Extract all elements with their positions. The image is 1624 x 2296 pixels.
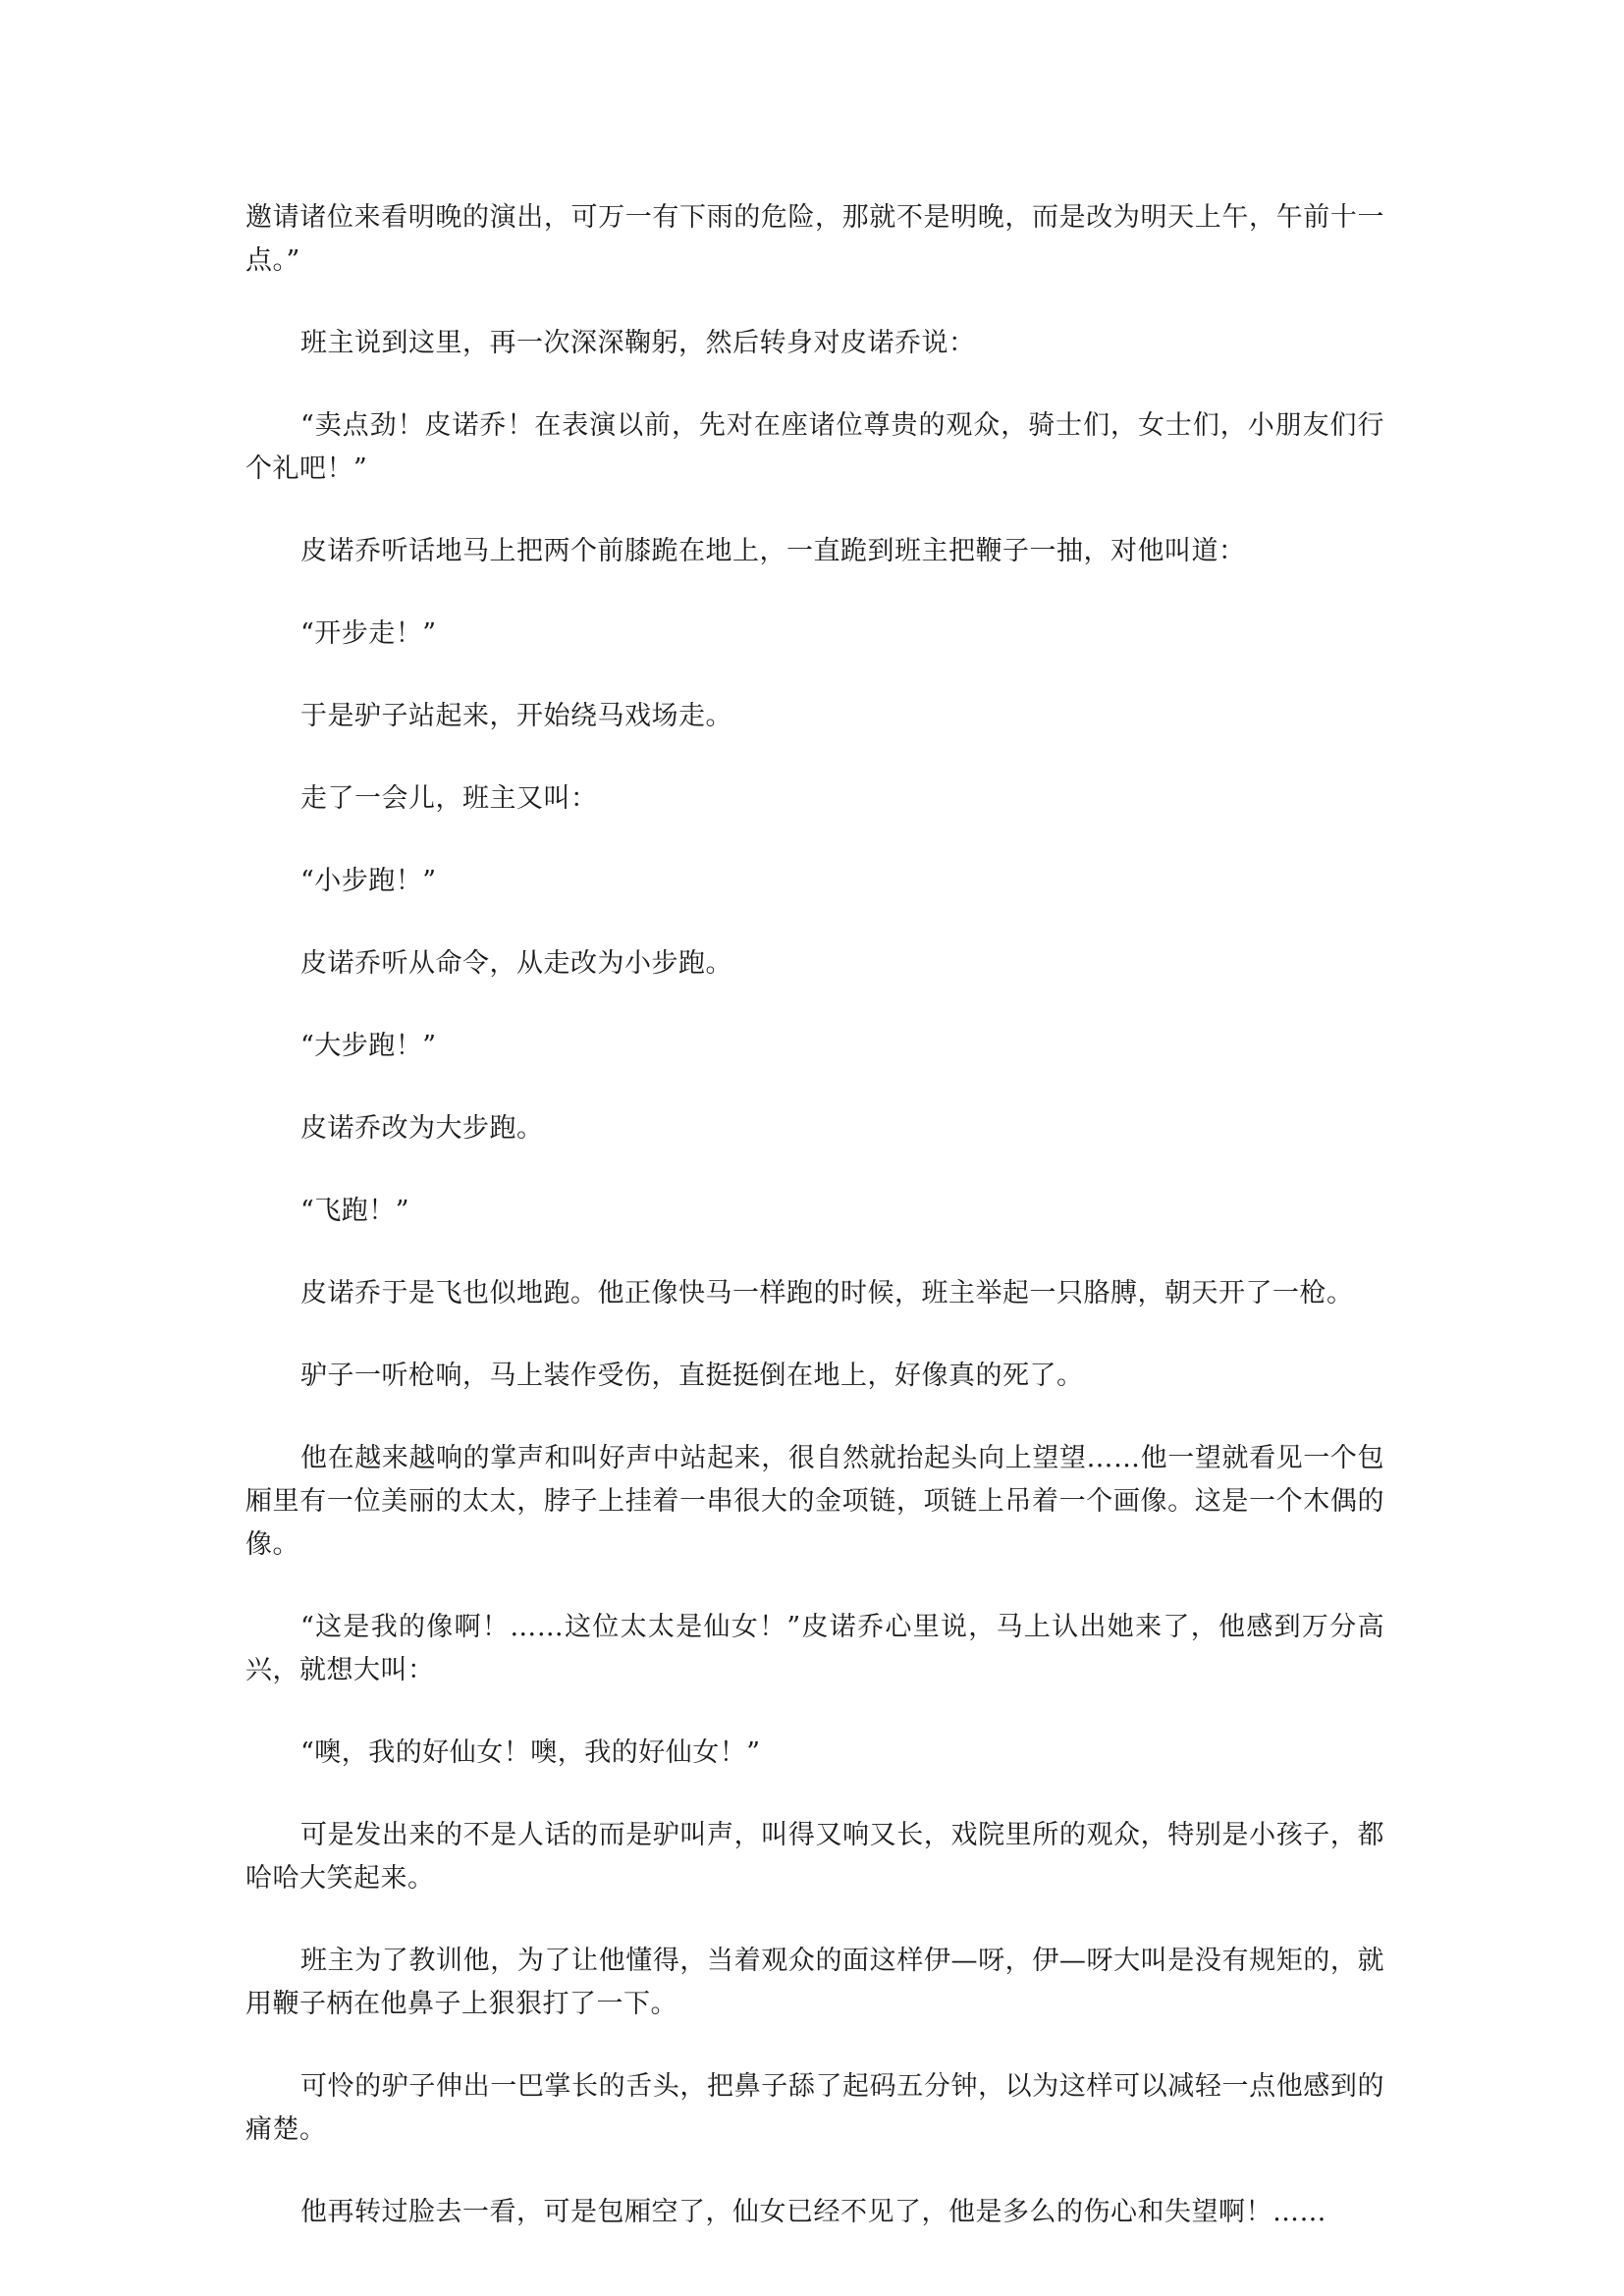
paragraph-12: “飞跑！” (300, 1196, 410, 1226)
paragraph-7: 走了一会儿，班主又叫： (300, 783, 598, 814)
paragraph-2: 班主说到这里，再一次深深鞠躬，然后转身对皮诺乔说： (300, 328, 976, 358)
paragraph-9: 皮诺乔听从命令，从走改为小步跑。 (300, 948, 732, 979)
paragraph-10: “大步跑！” (300, 1031, 437, 1061)
paragraph-6: 于是驴子站起来，开始绕马戏场走。 (300, 701, 732, 731)
paragraph-8: “小步跑！” (300, 866, 437, 896)
document-page (245, 196, 1384, 2273)
paragraph-3: “卖点劲！皮诺乔！在表演以前，先对在座诸位尊贵的观众，骑士们，女士们，小朋友们行个礼吧！” (245, 410, 1384, 484)
paragraph-5: “开步走！” (300, 618, 437, 649)
paragraph-1: 邀请诸位来看明晚的演出，可万一有下雨的危险，那就不是明晚，而是改为明天上午，午前十一点。” (245, 202, 1384, 276)
paragraph-14: 驴子一听枪响，马上装作受伤，直挺挺倒在地上，好像真的死了。 (300, 1361, 1084, 1391)
paragraph-16: “这是我的像啊！……这位太太是仙女！”皮诺乔心里说，马上认出她来了，他感到万分高兴，就想大叫： (245, 1612, 1384, 1685)
paragraph-17: “噢，我的好仙女！噢，我的好仙女！” (300, 1737, 761, 1768)
paragraph-21: 他再转过脸去一看，可是包厢空了，仙女已经不见了，他是多么的伤心和失望啊！…… (300, 2197, 1326, 2227)
paragraph-19: 班主为了教训他，为了让他懂得，当着观众的面这样伊—呀，伊—呀大叫是没有规矩的，就用鞭子柄在他鼻子上狠狠打了一下。 (245, 1946, 1384, 2019)
paragraph-18: 可是发出来的不是人话的而是驴叫声，叫得又响又长，戏院里所的观众，特别是小孩子，都哈哈大笑起来。 (245, 1820, 1384, 1894)
paragraph-11: 皮诺乔改为大步跑。 (300, 1113, 544, 1144)
paragraph-13: 皮诺乔于是飞也似地跑。他正像快马一样跑的时候，班主举起一只胳膊，朝天开了一枪。 (300, 1278, 1354, 1308)
paragraph-4: 皮诺乔听话地马上把两个前膝跪在地上，一直跪到班主把鞭子一抽，对他叫道： (300, 536, 1246, 566)
paragraph-20: 可怜的驴子伸出一巴掌长的舌头，把鼻子舔了起码五分钟，以为这样可以减轻一点他感到的痛楚。 (245, 2071, 1384, 2145)
paragraph-15: 他在越来越响的掌声和叫好声中站起来，很自然就抬起头向上望望……他一望就看见一个包厢里有一位美丽的太太，脖子上挂着一串很大的金项链，项链上吊着一个画像。这是一个木偶的像。 (245, 1443, 1384, 1560)
